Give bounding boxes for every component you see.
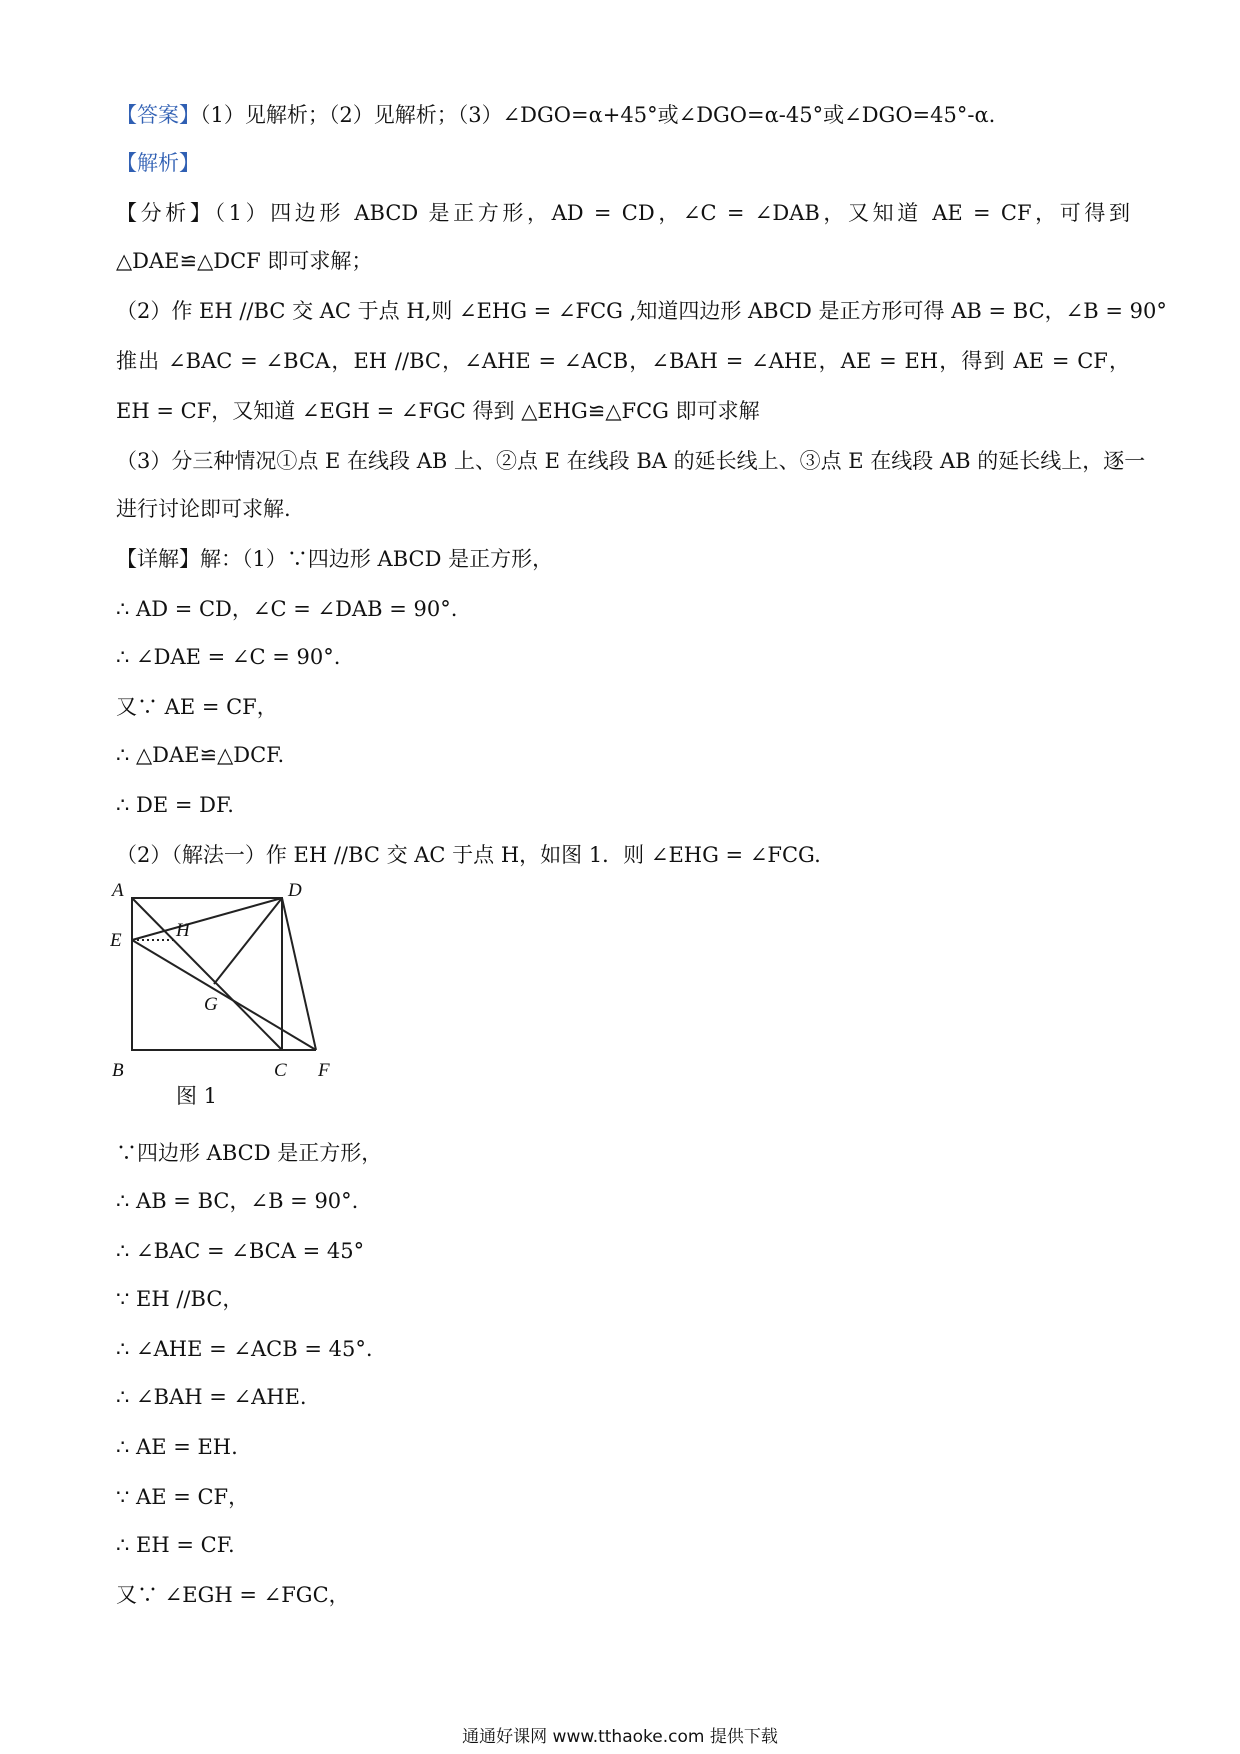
segment-ed [132,898,282,940]
segment-ef [132,940,316,1050]
segment-gd [214,898,282,984]
label-c: C [274,1060,287,1080]
analysis-line-6: （3）分三种情况①点 E 在线段 AB 上、②点 E 在线段 BA 的延长线上、③点 E 在线段 AB 的延长线上，逐一 [116,449,1146,473]
detail-line-2: ∴ AD = CD，∠C = ∠DAB = 90°. [116,597,458,621]
analysis-line-1: 【分析】（1）四边形 ABCD 是正方形，AD = CD，∠C = ∠DAB，又知道 AE = CF，可得到 [116,201,1130,225]
figure-caption: 图 1 [176,1084,218,1108]
label-h: H [176,920,190,941]
geometry-svg [110,880,350,1080]
diagonal-ac [132,898,282,1050]
geometry-figure [110,880,350,1080]
analysis-line-3: （2）作 EH //BC 交 AC 于点 H,则 ∠EHG = ∠FCG ,知道四边形 ABCD 是正方形可得 AB = BC，∠B = 90° [116,299,1167,323]
analysis-line-7: 进行讨论即可求解. [116,497,291,521]
detail-line-3: ∴ ∠DAE = ∠C = 90°. [116,645,341,669]
detail-line-5: ∴ △DAE≌△DCF. [116,743,285,767]
answer-label: 【答案】 [116,103,200,127]
label-f: F [318,1060,330,1080]
proof-line-3: ∴ ∠BAC = ∠BCA = 45° [116,1239,365,1263]
proof-line-4: ∵ EH //BC， [116,1287,244,1311]
label-d: D [288,880,302,901]
analysis-line-5: EH = CF，又知道 ∠EGH = ∠FGC 得到 △EHG≌△FCG 即可求解 [116,399,760,423]
detail-line-6: ∴ DE = DF. [116,793,234,817]
segment-df [282,898,316,1050]
proof-line-2: ∴ AB = BC，∠B = 90°. [116,1189,359,1213]
analysis-heading [116,148,1130,178]
label-e: E [110,930,122,951]
proof-line-1: ∵四边形 ABCD 是正方形， [116,1141,383,1165]
detail-line-1: 【详解】解：（1）∵四边形 ABCD 是正方形， [116,547,554,571]
analysis-line-2: △DAE≌△DCF 即可求解； [116,249,373,273]
label-b: B [112,1060,124,1080]
answer-line [116,100,1130,130]
detail-line-7: （2）（解法一）作 EH //BC 交 AC 于点 H，如图 1．则 ∠EHG = ∠FCG. [116,843,821,867]
proof-line-6: ∴ ∠BAH = ∠AHE. [116,1385,307,1409]
proof-line-7: ∴ AE = EH. [116,1435,238,1459]
analysis-line-4: 推出 ∠BAC = ∠BCA，EH //BC，∠AHE = ∠ACB，∠BAH = ∠AHE，AE = EH，得到 AE = CF， [116,349,1130,373]
proof-line-10: 又∵ ∠EGH = ∠FGC， [116,1583,350,1607]
proof-line-8: ∵ AE = CF， [116,1485,250,1509]
label-a: A [112,880,124,901]
detail-line-4: 又∵ AE = CF， [116,695,278,719]
footer-watermark: 通通好课网 www.tthaoke.com 提供下载 [462,1727,778,1747]
label-g: G [204,994,218,1015]
proof-line-5: ∴ ∠AHE = ∠ACB = 45°. [116,1337,373,1361]
proof-line-9: ∴ EH = CF. [116,1533,235,1557]
answer-text: （1）见解析；（2）见解析；（3）∠DGO=α+45°或∠DGO=α-45°或∠DGO=45°-α. [200,103,996,127]
analysis-label: 【解析】 [116,151,200,175]
